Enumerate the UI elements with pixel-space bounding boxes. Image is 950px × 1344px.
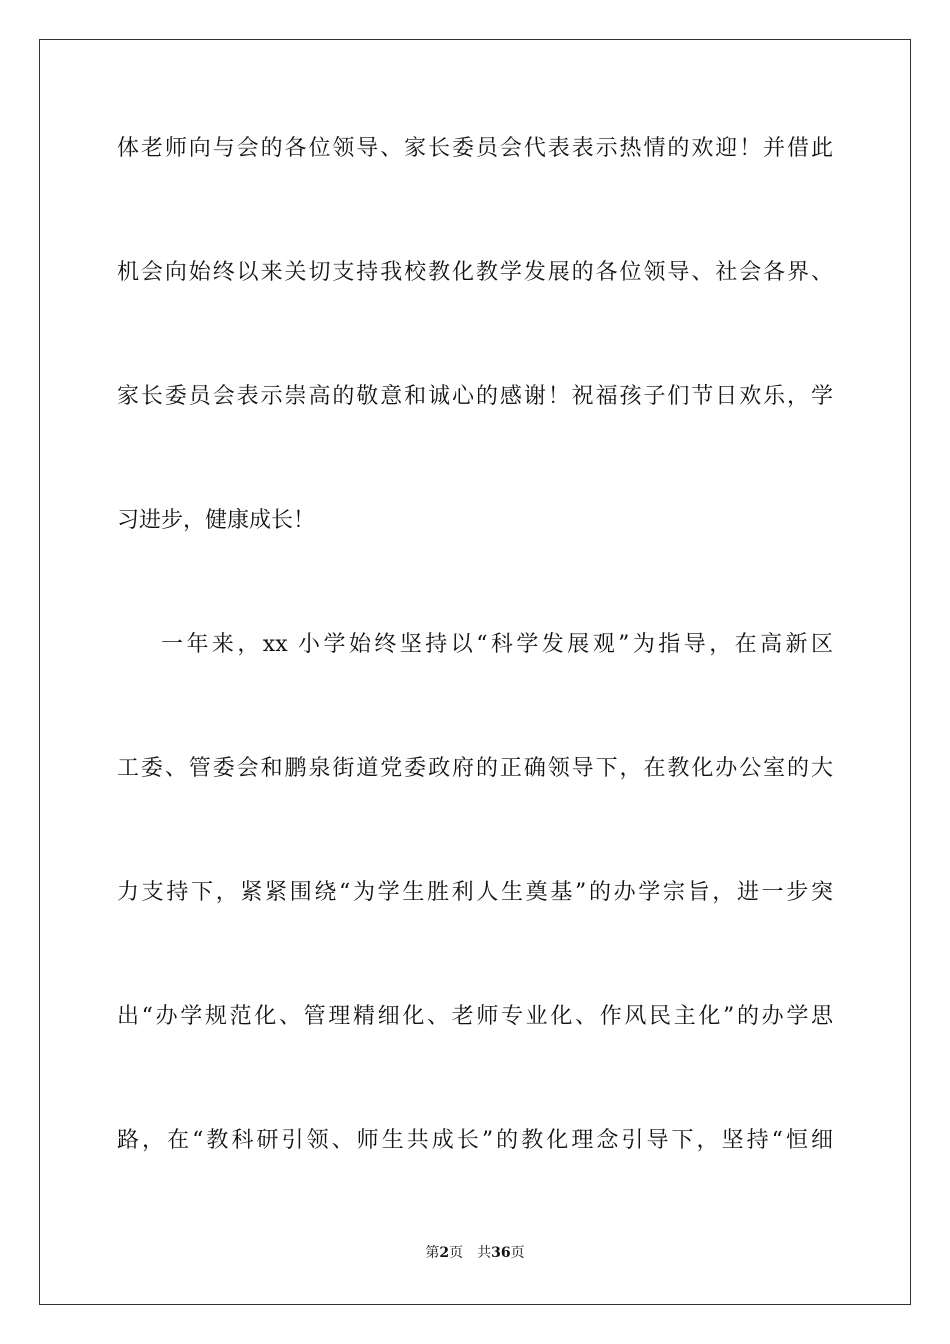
paragraph-line: 出“办学规范化、管理精细化、老师专业化、作风民主化”的办学思	[117, 1004, 833, 1029]
page-frame	[39, 39, 911, 1305]
paragraph-line: 习进步，健康成长！	[117, 508, 316, 533]
page-number: 2	[439, 1245, 450, 1261]
paragraph-line: 力支持下，紧紧围绕“为学生胜利人生奠基”的办学宗旨，进一步突	[117, 880, 833, 905]
total-prefix: 共	[477, 1245, 492, 1261]
paragraph-line: 工委、管委会和鹏泉街道党委政府的正确领导下，在教化办公室的大	[117, 756, 833, 781]
page-prefix: 第	[425, 1245, 440, 1261]
total-suffix: 页	[510, 1245, 525, 1261]
paragraph-line: 一年来，xx 小学始终坚持以“科学发展观”为指导，在高新区	[161, 632, 833, 657]
page-suffix: 页	[449, 1245, 464, 1261]
total-pages: 36	[491, 1245, 511, 1261]
paragraph-line: 机会向始终以来关切支持我校教化教学发展的各位领导、社会各界、	[117, 260, 833, 285]
paragraph-line: 家长委员会表示崇高的敬意和诚心的感谢！祝福孩子们节日欢乐，学	[117, 384, 833, 409]
page-footer	[0, 1244, 950, 1262]
paragraph-line: 体老师向与会的各位领导、家长委员会代表表示热情的欢迎！并借此	[117, 136, 833, 161]
paragraph-line: 路，在“教科研引领、师生共成长”的教化理念引导下，坚持“恒细	[117, 1128, 833, 1153]
